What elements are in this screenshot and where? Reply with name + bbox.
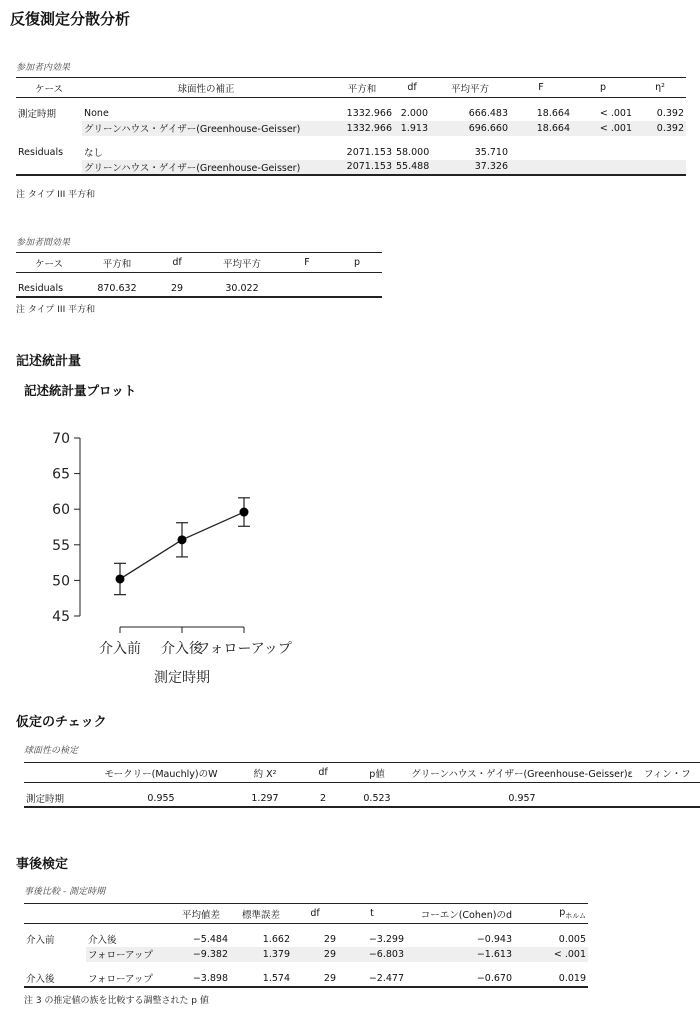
cell-f [282,281,332,297]
y-tick-label: 60 [52,502,70,519]
cell-case: 測定時期 [24,791,86,807]
cell-case [16,121,82,136]
cell-correction: None [84,107,109,119]
cell-f [510,160,572,175]
cell-p-holm: 0.005 [558,933,586,945]
table-row [24,947,588,962]
col-header: F [282,253,332,273]
y-tick-label: 70 [52,431,70,447]
cell-mauchly-w: 0.955 [86,791,236,807]
cell-ms: 37.326 [430,160,510,175]
cell-level-b: フォローアップ [86,971,172,987]
col-header: 球面性の補正 [82,78,330,98]
cell-t: −3.299 [368,933,404,945]
table-row [16,145,686,160]
sphericity-table [24,762,700,808]
table-header [24,763,700,783]
col-header: ケース [16,253,82,273]
col-header: 標準誤差 [230,904,292,924]
cell-df: 29 [292,971,338,987]
cell-level-a: 介入前 [26,935,55,946]
page-title: 反復測定分散分析 [10,10,131,28]
cell-case: 測定時期 [18,109,57,120]
cell-p [332,281,382,297]
desc-heading: 記述統計量 [16,354,82,369]
col-header: df [294,763,352,783]
cell-t: −6.803 [338,947,406,962]
desc-plot-heading: 記述統計量プロット [24,383,137,398]
cell-eta [634,145,686,160]
cell-mean-diff: −9.382 [172,947,230,962]
cell-p-holm: 0.019 [514,971,588,987]
p-label: p [559,906,566,918]
cell-se: 1.662 [262,933,290,945]
col-header: フィン・フ [642,763,700,783]
cell-df: 2.000 [400,107,428,119]
table-row [16,106,686,121]
cell-cohen-d: −1.613 [406,947,514,962]
cell-case [16,160,82,175]
col-header: 平方和 [330,78,394,98]
cell-correction: なし [84,148,104,159]
table-header [16,78,686,98]
col-header: p値 [352,763,402,783]
cell-p: 0.523 [352,791,402,807]
col-header: 平均平方 [202,253,282,273]
cell-level-a: 介入後 [24,971,86,987]
col-header: df [394,78,430,98]
col-header: 約 Χ² [236,763,294,783]
cell-eta: 0.392 [656,107,684,119]
cell-level-a [24,947,86,962]
col-header: p [572,78,634,98]
cell-se: 1.574 [230,971,292,987]
y-tick-label: 55 [52,537,70,554]
col-header: 平方和 [82,253,152,273]
table-header [24,904,588,924]
data-point [178,535,187,544]
within-note: 注 タイプ III 平方和 [16,190,96,200]
within-effects-table [16,77,686,176]
cell-df: 29 [323,933,336,945]
between-effects-table [16,252,382,298]
cell-f: 18.664 [536,107,570,119]
col-header [86,904,172,924]
table-row [16,160,686,175]
cell-level-b: 介入後 [88,935,117,946]
data-point [116,574,125,583]
cell-df: 55.488 [394,160,430,175]
within-caption: 参加者内効果 [16,63,71,73]
col-header [24,763,86,783]
col-header: コーエン(Cohen)のd [406,904,514,924]
posthoc-table [24,903,588,988]
cell-ss: 870.632 [82,281,152,297]
descriptives-plot [0,410,360,700]
assumptions-heading: 仮定のチェック [16,715,107,730]
cell-cohen-d: −0.670 [406,971,514,987]
col-header: グリーンハウス・ゲイザー(Greenhouse-Geisser)ε [402,763,642,783]
col-header: 平均値差 [172,904,230,924]
cell-p: < .001 [599,107,632,119]
col-header: F [510,78,572,98]
cell-df: 29 [152,281,202,297]
cell-ms: 30.022 [202,281,282,297]
cell-p [572,145,634,160]
cell-chisq: 1.297 [236,791,294,807]
cell-ms: 696.660 [430,121,510,136]
col-header [24,904,86,924]
cell-df: 2 [294,791,352,807]
cell-case: Residuals [18,146,64,158]
cell-df: 29 [292,947,338,962]
cell-gg-epsilon: 0.957 [402,791,642,807]
cell-p-holm: < .001 [514,947,588,962]
x-axis-label: 測定時期 [154,670,210,686]
cell-cohen-d: −0.943 [476,933,512,945]
table-row [24,971,588,987]
between-caption: 参加者間効果 [16,238,71,248]
cell-p: < .001 [572,121,634,136]
col-header-p-holm [514,904,588,924]
cell-ss: 1332.966 [346,107,392,119]
cell-case: Residuals [16,281,82,297]
cell-ss: 2071.153 [330,160,394,175]
cell-hf-epsilon [642,791,700,807]
posthoc-caption: 事後比較 - 測定時期 [24,887,105,897]
cell-eta: 0.392 [634,121,686,136]
col-header: t [338,904,406,924]
posthoc-heading: 事後検定 [16,857,69,872]
y-tick-label: 65 [52,466,70,483]
table-row [24,791,700,807]
cell-t: −2.477 [338,971,406,987]
cell-f: 18.664 [510,121,572,136]
cell-ss: 2071.153 [346,146,392,158]
y-tick-label: 50 [52,573,70,590]
x-tick-label: フォローアップ [196,641,292,657]
between-note: 注 タイプ III 平方和 [16,305,96,315]
data-point [240,508,249,517]
cell-level-b: フォローアップ [86,947,172,962]
cell-p [572,160,634,175]
col-header: モークリー(Mauchly)のW [86,763,236,783]
cell-se: 1.379 [230,947,292,962]
cell-ms: 666.483 [468,107,508,119]
x-tick-label: 介入前 [99,641,141,657]
posthoc-note: 注 3 の推定値の族を比較する調整された p 値 [24,996,209,1006]
table-row [16,281,382,297]
table-header [16,253,382,273]
cell-mean-diff: −5.484 [192,933,228,945]
col-header: ケース [16,78,82,98]
cell-correction: グリーンハウス・ゲイザー(Greenhouse-Geisser) [82,121,330,136]
cell-ss: 1332.966 [330,121,394,136]
col-header: η² [634,78,686,98]
cell-df: 58.000 [396,146,430,158]
cell-ms: 35.710 [474,146,508,158]
x-tick-label: 介入後 [161,641,203,657]
cell-f [510,145,572,160]
col-header: df [292,904,338,924]
cell-eta [634,160,686,175]
col-header: df [152,253,202,273]
col-header: p [332,253,382,273]
col-header: 平均平方 [430,78,510,98]
holm-subscript: ホルム [565,911,586,920]
table-row [24,932,588,947]
cell-df: 1.913 [394,121,430,136]
y-tick-label: 45 [52,609,70,625]
table-row [16,121,686,136]
cell-mean-diff: −3.898 [172,971,230,987]
cell-correction: グリーンハウス・ゲイザー(Greenhouse-Geisser) [82,160,330,175]
sphericity-caption: 球面性の検定 [24,746,79,756]
